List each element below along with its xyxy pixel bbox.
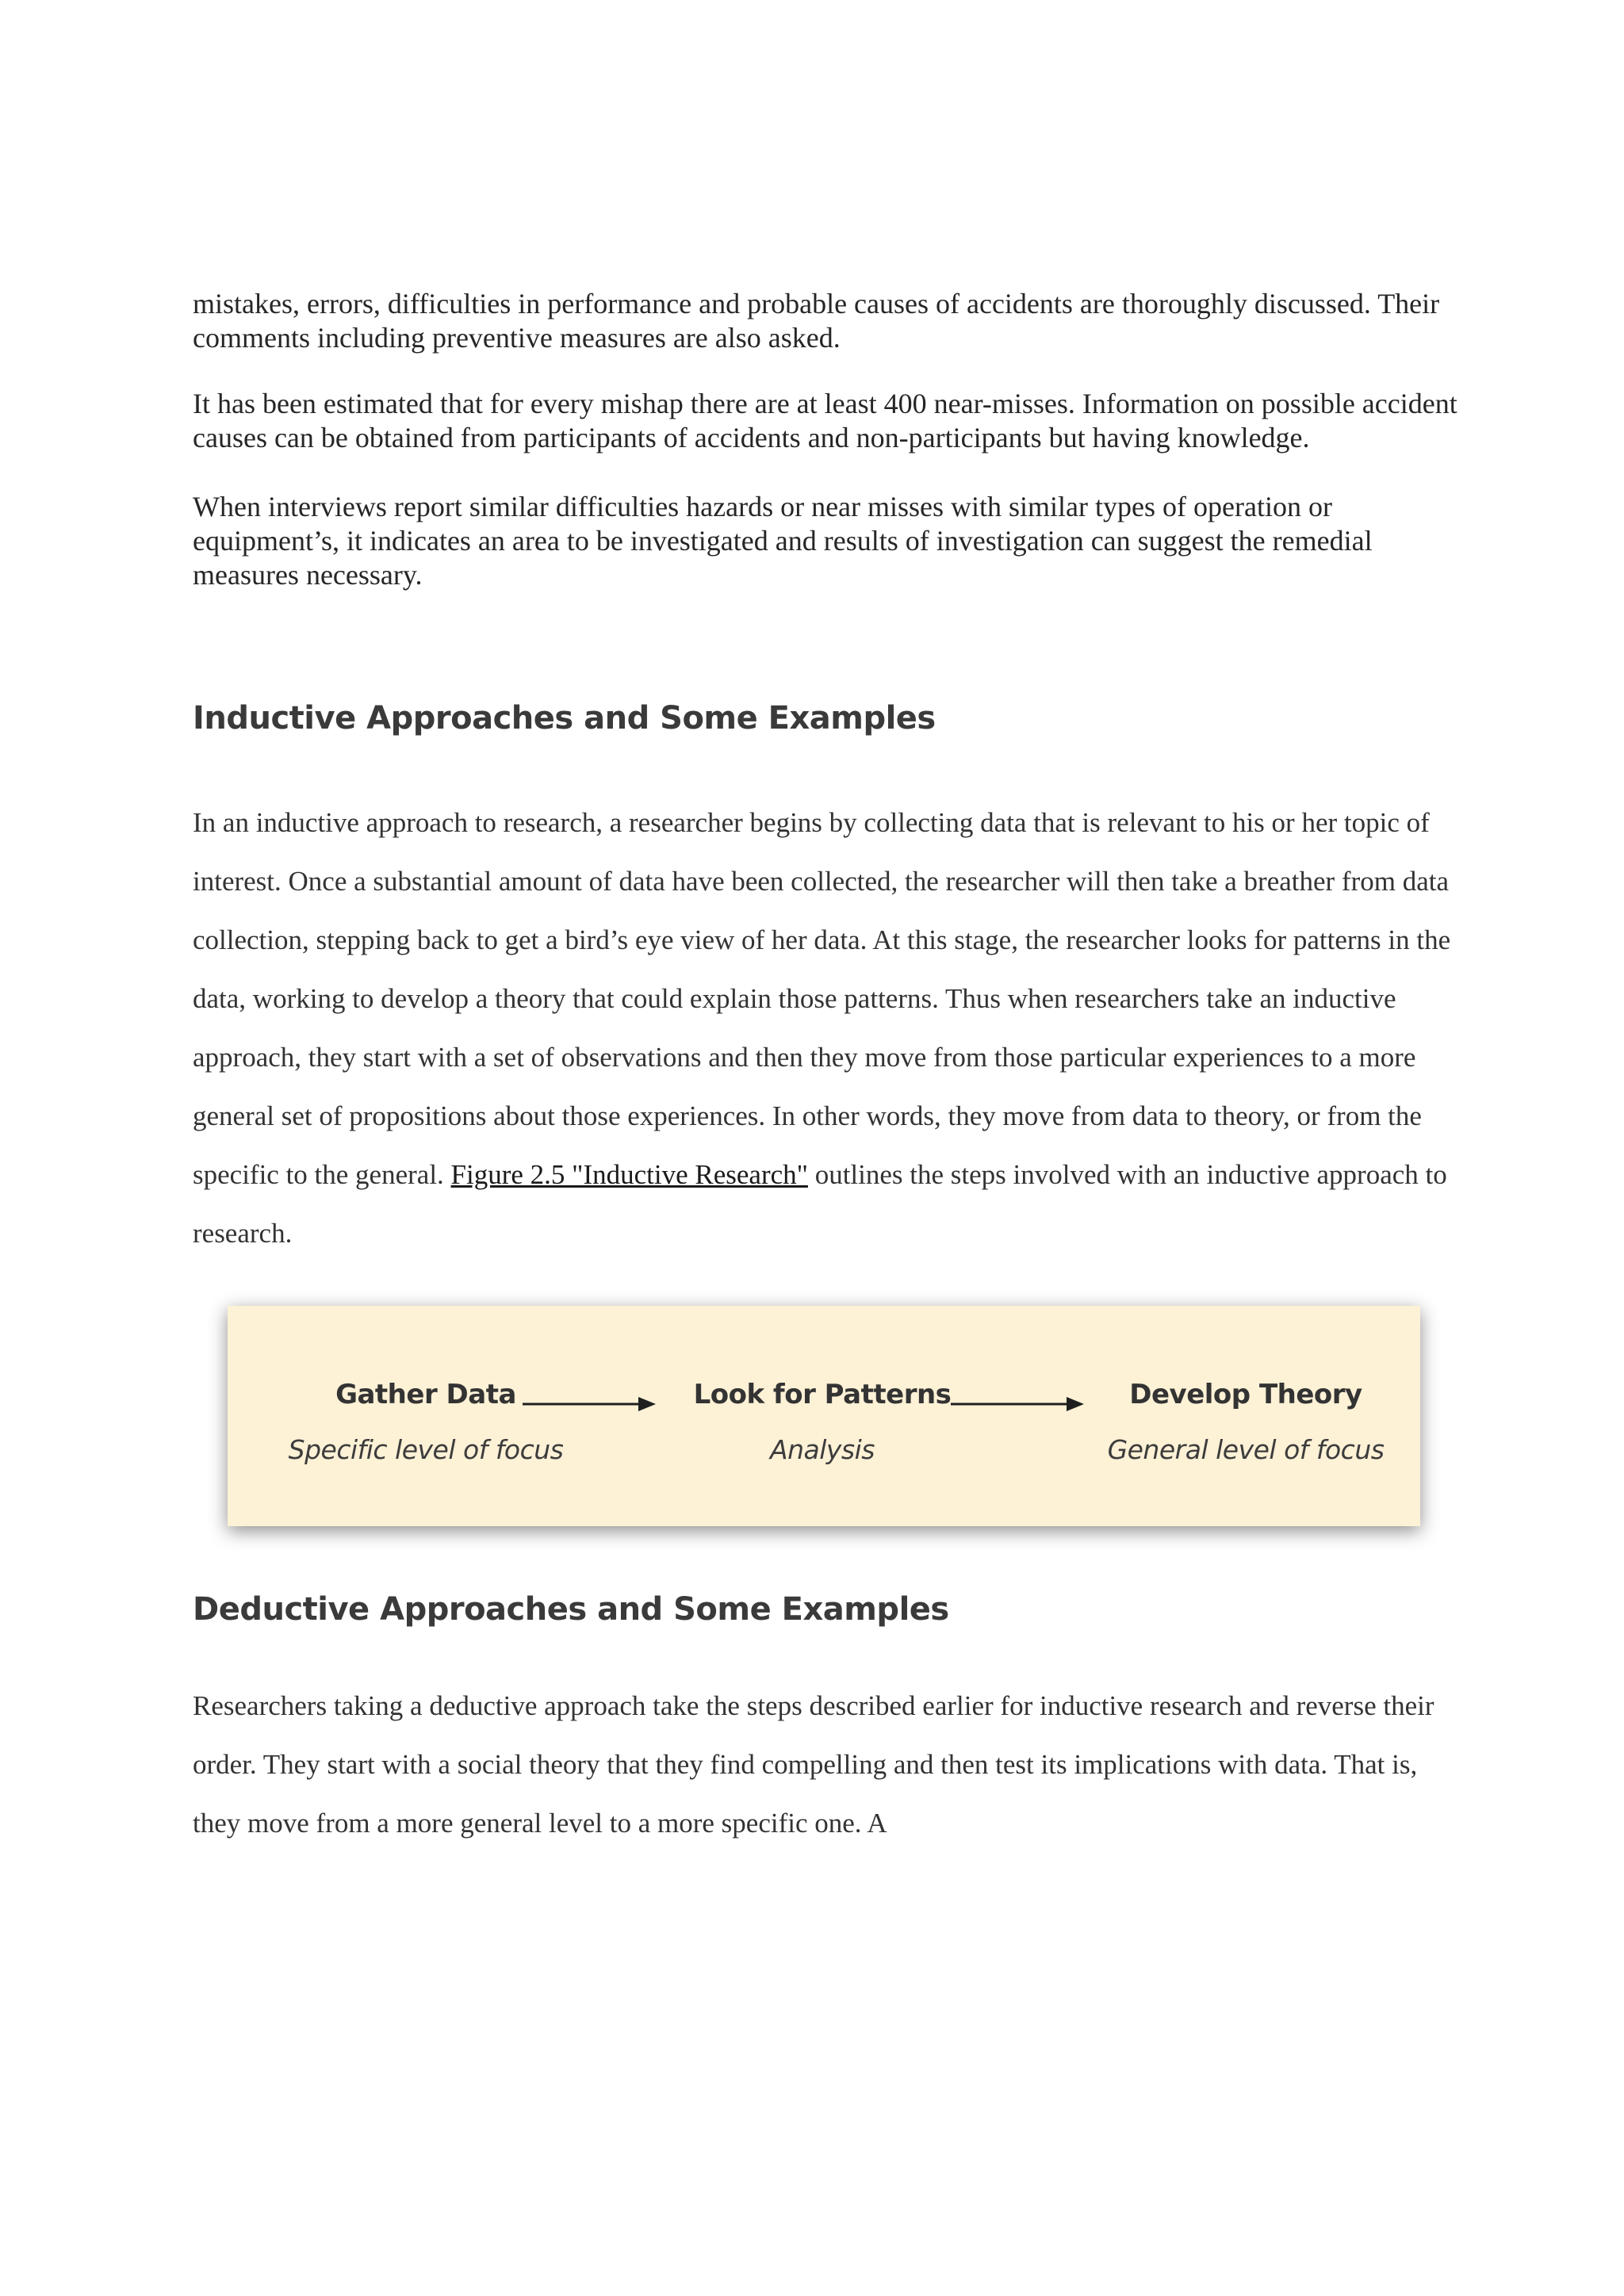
inductive-text-before-link: In an inductive approach to research, a researcher begins by collecting data that is relevant to his or her topic of interest. Once a substantial amount of data have been collected, the researcher will then take a breather from data collection, stepping back to get a bird’s eye view of her data. At this stage, the researcher looks for patterns in the data, working to develop a theory that could explain those patterns. Thus when researchers take an inductive approach, they start with a set of observations and then they move from those particular experiences to a more general set of propositions about those experiences. In other words, they move from data to theory, or from the specific to the general. xyxy=(193,807,1451,1190)
arrow-right-icon xyxy=(951,1395,1086,1414)
step-subtitle: Specific level of focus xyxy=(288,1434,564,1465)
document-page xyxy=(193,287,1461,1853)
step-title: Look for Patterns xyxy=(693,1379,952,1410)
deductive-heading: Deductive Approaches and Some Examples xyxy=(193,1591,949,1628)
paragraph-accident-discussion: mistakes, errors, difficulties in performance and probable causes of accidents are thoroughly discussed. Their comments including preventive measures are also asked. xyxy=(193,288,1440,354)
arrow-right-icon xyxy=(523,1395,657,1414)
step-subtitle: Analysis xyxy=(770,1434,875,1465)
paragraph-near-misses: It has been estimated that for every mishap there are at least 400 near-misses. Information on possible accident causes can be obtained from participants of accidents and non-participants but having knowledge. xyxy=(193,388,1457,453)
inductive-paragraph xyxy=(193,794,1461,1263)
deductive-paragraph: Researchers taking a deductive approach take the steps described earlier for inductive research and reverse their order. They start with a social theory that they find compelling and then test its implications with data. That is, they move from a more general level to a more specific one. A xyxy=(193,1690,1434,1839)
step-title: Gather Data xyxy=(335,1379,516,1410)
step-subtitle: General level of focus xyxy=(1107,1434,1385,1465)
step-title: Develop Theory xyxy=(1129,1379,1362,1410)
inductive-research-figure xyxy=(228,1306,1420,1526)
inductive-text-after-link: outlines the steps involved with an inductive approach to research. xyxy=(193,1159,1447,1249)
inductive-heading: Inductive Approaches and Some Examples xyxy=(193,700,936,737)
paragraph-interviews: When interviews report similar difficulties hazards or near misses with similar types of operation or equipment’s, it indicates an area to be investigated and results of investigation can suggest the remedial measures necessary. xyxy=(193,491,1373,591)
figure-2-5-link[interactable]: Figure 2.5 "Inductive Research" xyxy=(450,1159,808,1190)
